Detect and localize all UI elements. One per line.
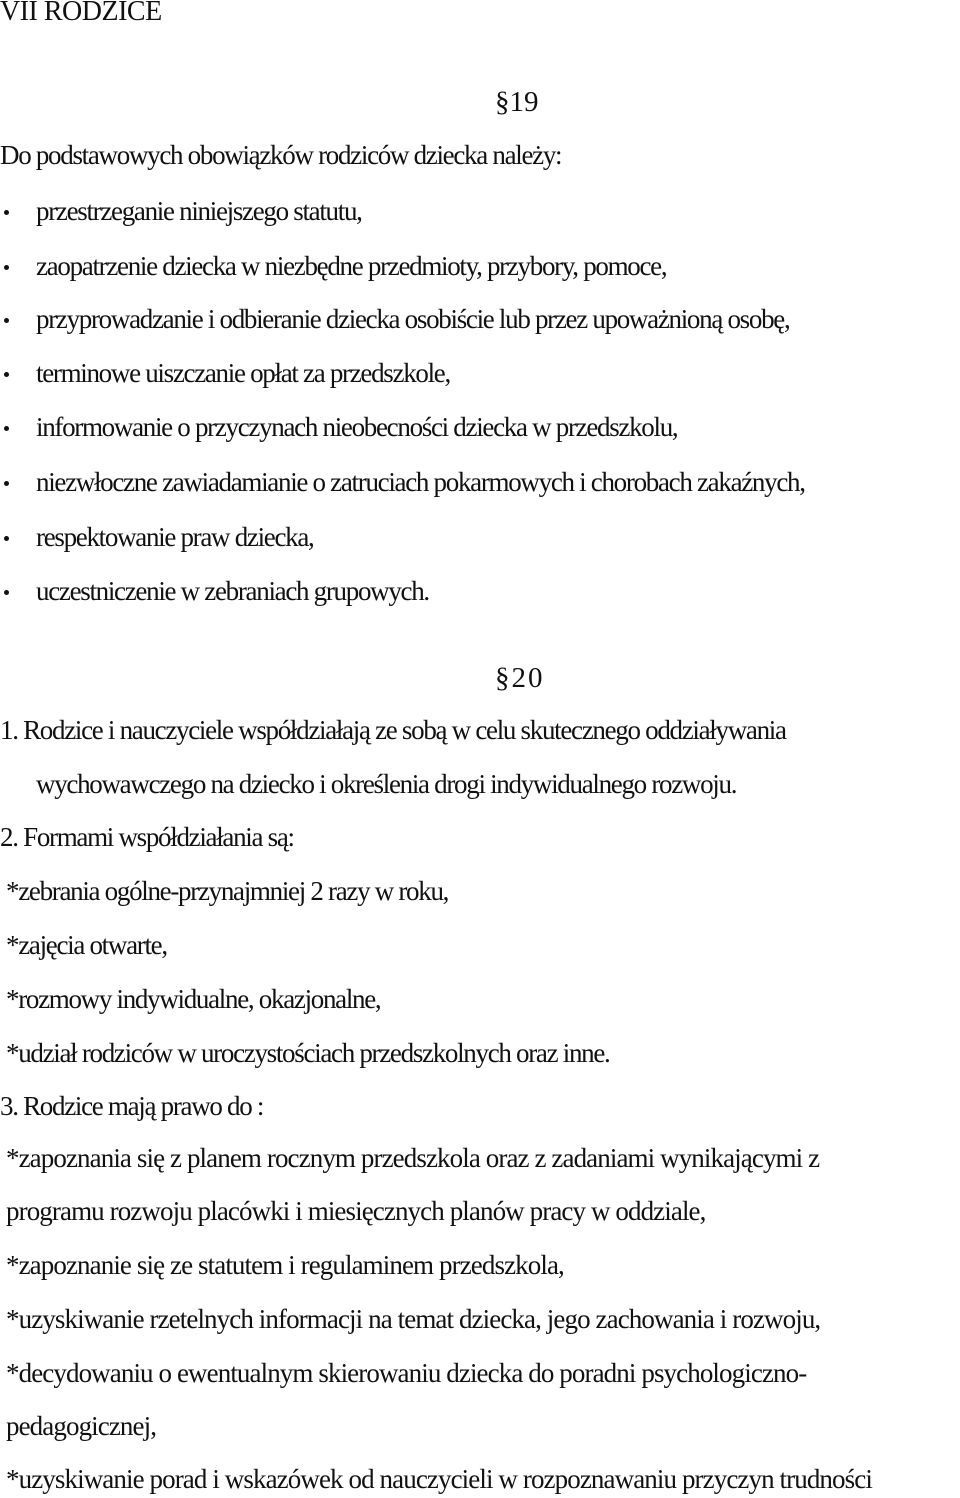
bullet-icon (4, 372, 9, 377)
paragraph-3-line: *uzyskiwanie rzetelnych informacji na temat dziecka, jego zachowania i rozwoju, (6, 1304, 821, 1334)
paragraph-3-line: *zapoznanie się ze statutem i regulaminem przedszkola, (6, 1250, 564, 1280)
paragraph-3-line: pedagogicznej, (6, 1411, 157, 1441)
list-item: uczestniczenie w zebraniach grupowych. (36, 576, 429, 606)
paragraph-3-line: *zapoznania się z planem rocznym przedszkola oraz z zadaniami wynikającymi z (6, 1143, 820, 1173)
section-19-intro: Do podstawowych obowiązków rodziców dziecka należy: (0, 140, 562, 170)
bullet-icon (4, 590, 9, 595)
paragraph-3-line: programu rozwoju placówki i miesięcznych planów pracy w oddziale, (6, 1196, 706, 1226)
bullet-icon (4, 210, 9, 215)
section-20-sign: §20 (495, 662, 545, 694)
paragraph-2-item: *zebrania ogólne-przynajmniej 2 razy w roku, (6, 876, 449, 906)
paragraph-1-line-2: wychowawczego na dziecko i określenia drogi indywidualnego rozwoju. (36, 769, 737, 799)
paragraph-3-line: *decydowaniu o ewentualnym skierowaniu dziecka do poradni psychologiczno- (6, 1358, 807, 1388)
list-item: informowanie o przyczynach nieobecności dziecka w przedszkolu, (36, 412, 678, 442)
list-item: terminowe uiszczanie opłat za przedszkole, (36, 358, 450, 388)
list-item: przestrzeganie niniejszego statutu, (36, 196, 362, 226)
paragraph-2-item: *udział rodziców w uroczystościach przedszkolnych oraz inne. (6, 1038, 610, 1068)
paragraph-2-item: *rozmowy indywidualne, okazjonalne, (6, 984, 381, 1014)
paragraph-3-title: 3. Rodzice mają prawo do : (0, 1091, 264, 1121)
paragraph-2-item: *zajęcia otwarte, (6, 930, 167, 960)
list-item: zaopatrzenie dziecka w niezbędne przedmioty, przybory, pomoce, (36, 251, 667, 281)
paragraph-1-line-1: 1. Rodzice i nauczyciele współdziałają ze sobą w celu skutecznego oddziaływania (0, 715, 786, 745)
bullet-icon (4, 481, 9, 486)
paragraph-3-line: *uzyskiwanie porad i wskazówek od nauczycieli w rozpoznawaniu przyczyn trudności (6, 1464, 872, 1494)
list-item: przyprowadzanie i odbieranie dziecka osobiście lub przez upoważnioną osobę, (36, 304, 790, 334)
section-19-sign: §19 (495, 86, 539, 118)
paragraph-2-title: 2. Formami współdziałania są: (0, 822, 294, 852)
list-item: niezwłoczne zawiadamianie o zatruciach pokarmowych i chorobach zakaźnych, (36, 467, 805, 497)
bullet-icon (4, 536, 9, 541)
chapter-title: VII RODZICE (0, 0, 162, 27)
bullet-icon (4, 318, 9, 323)
bullet-icon (4, 426, 9, 431)
bullet-icon (4, 265, 9, 270)
list-item: respektowanie praw dziecka, (36, 522, 314, 552)
